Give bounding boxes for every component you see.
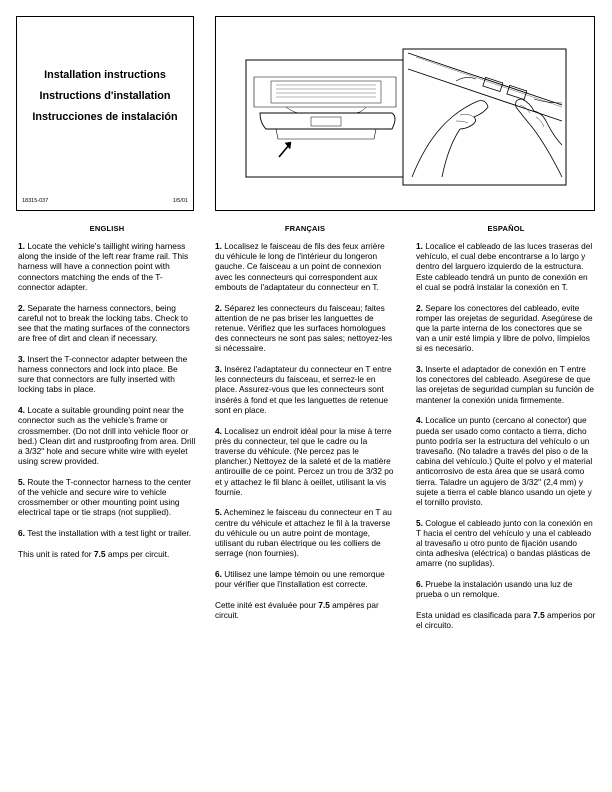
french-heading: FRANÇAIS <box>284 224 326 233</box>
illustration-box <box>215 16 595 211</box>
french-step-3: 3. Insérez l'adaptateur du connecteur en T entre les connecteurs du faisceau, et serrez-le en place. Assurez-vous que les connecteurs sont insérés à fond et que les languettes de retenue sont en place. <box>215 364 392 415</box>
english-step-6: 6. Test the installation with a test light or trailer. <box>18 528 192 539</box>
french-step-5: 5. Acheminez le faisceau du connecteur en T au centre du véhicule et attachez le fil à la traverse du véhicule ou un autre point de montage, utilisant du ruban électrique ou les colliers de serrage (non fournies). <box>215 507 392 559</box>
spanish-rating: Esta unidad es clasificada para 7.5 amperios por el circuito. <box>416 610 596 631</box>
title-box <box>16 16 194 211</box>
english-step-1: 1. Locate the vehicle's taillight wiring harness along the inside of the left rear frame rail. This harness will have a connection point with connectors matching the ends of the T-connector adapter. <box>18 241 189 292</box>
vehicle-rear-illustration <box>246 60 403 177</box>
french-rating: Cette inité est évaluée pour 7.5 ampères par circuit. <box>215 599 379 621</box>
spanish-step-2: 2. Separe los conectores del cableado, evite romper las orejetas de seguridad. Asegúrese de que la parte interna de los conectores que se van a unir esté limpia y libre de polvo, límpielos si es necesario. <box>416 302 593 354</box>
title-stack <box>17 65 193 128</box>
french-column <box>215 224 395 631</box>
title-french: Instructions d'installation <box>39 90 171 102</box>
french-step-4: 4. Localisez un endroit idéal pour la mise à terre près du connecteur, tel que le cadre ou la traverse du véhicule. (Ne percez pas le plancher.) Nettoyez de la saleté et de la matière antirouille de ce point. Percez un trou de 3/32 po et y attachez le fil blanc à oeillet, utilisant la vis fournie. <box>215 425 394 497</box>
english-step-2: 2. Separate the harness connectors, being careful not to break the locking tabs. Check to see that the mating surfaces of the connectors are free of dirt and clean if necessary. <box>18 302 190 344</box>
english-column <box>18 224 196 570</box>
spanish-step-6: 6. Pruebe la instalación usando una luz de prueba o un remolque. <box>416 579 573 600</box>
spanish-heading: ESPAÑOL <box>487 224 525 233</box>
title-english: Installation instructions <box>44 69 166 81</box>
spanish-step-4: 4. Localice un punto (cercano al conector) que pueda ser usado como contacto a tierra, dicho punto podría ser la estructura del vehículo o un travesaño. (No taladre a través del piso o de la cabina del vehículo.) Quite el polvo y el material anticorrosivo de esta área que se usará como tierra. Taladre un agujero de 3/32" (2,4 mm) y sujete a tierra el cable blanco usando un ojete y el tornillo provisto. <box>416 415 593 507</box>
spanish-step-3: 3. Inserte el adaptador de conexión en T entre los conectores del cableado. Asegúrese de que las orejetas de seguridad cumplan su función de mantener la conexión unida firmemente. <box>416 364 595 405</box>
installation-illustrations <box>216 17 594 210</box>
french-step-2: 2. Séparez les connecteurs du faisceau; faites attention de ne pas briser les languettes de retenue. Vérifiez que les surfaces homologues des connecteurs ne sont pas sales; nettoyez-les si nécessaire. <box>215 302 393 354</box>
english-heading: ENGLISH <box>89 224 125 233</box>
french-step-1: 1. Localisez le faisceau de fils des feux arrière du véhicule le long de l'intérieur du longeron gauche. Ce faisceau a un point de connexion avec les connecteurs qui correspondent aux embouts de l'adaptateur du connecteur en T. <box>215 241 385 292</box>
english-rating: This unit is rated for 7.5 amps per circuit. <box>18 548 170 559</box>
connector-hands-illustration <box>403 49 566 185</box>
english-step-3: 3. Insert the T-connector adapter between the harness connectors and lock into place. Be sure that connectors are fully inserted with locking tabs in place. <box>18 353 188 395</box>
english-step-5: 5. Route the T-connector harness to the center of the vehicle and secure wire to vehicle crossmember or other mounting point using electrical tape or tie straps (not supplied). <box>18 476 192 518</box>
title-spanish: Instrucciones de instalación <box>32 111 178 123</box>
spanish-column <box>416 224 596 641</box>
spanish-step-1: 1. Localice el cableado de las luces traseras del vehículo, el cual debe encontrarse a lo largo y dentro del larguero izquierdo de la estructura. Este cableado tendrá un punto de conexión en el cual se podrá instalar la conexión en T. <box>416 241 593 292</box>
english-step-4: 4. Locate a suitable grounding point near the connector such as the vehicle's frame or crossmember. (Do not drill into vehicle floor or bed.) Clean dirt and rustproofing from area. Drill a 3/32" hole and secure white wire with eyelet using screw provided. <box>18 405 196 467</box>
document-code: 18315-037 <box>22 198 49 204</box>
french-step-6: 6. Utilisez une lampe témoin ou une remorque pour vérifier que l'installation est correcte. <box>215 568 385 590</box>
spanish-step-5: 5. Cologue el cableado junto con la conexión en T hacia el centro del vehículo y una el cableado al travesaño u otro punto de fijación usando cinta adhesiva (eléctrica) o bandas plásticas de amarre (no suplidas). <box>416 517 593 569</box>
document-date: 1/5/01 <box>172 198 188 204</box>
